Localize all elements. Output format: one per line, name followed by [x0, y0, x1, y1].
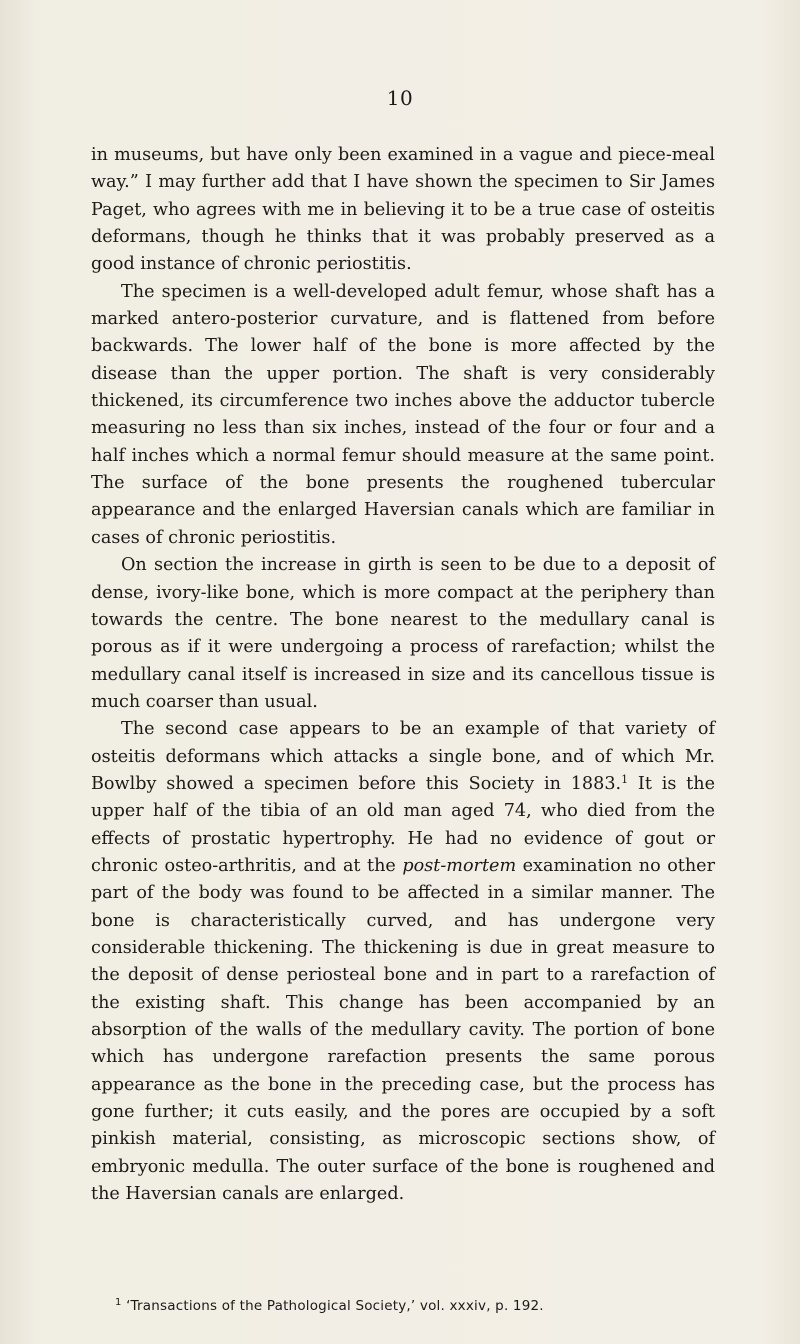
footnote-marker: 1	[115, 1297, 122, 1308]
paragraph-2: The specimen is a well-developed adult femur, whose shaft has a marked antero-posterior curvature, and is flattened from before backwards. The lower half of the bone is more affected by the disease than the upper portion. The shaft is very considerably thickened, its circumference two inches above the adductor tubercle measuring no less than six inches, instead of the four or four and a half inches which a normal femur should measure at the same point. The surface of the bone presents the roughened tubercular appearance and the enlarged Haversian canals which are familiar in cases of chronic periostitis.	[91, 281, 715, 548]
paragraph-3: On section the increase in girth is seen to be due to a deposit of dense, ivory-like bone, which is more compact at the periphery than towards the centre. The bone nearest to the medullary canal is porous as if it were undergoing a process of rarefaction; whilst the medullary canal itself is increased in size and its cancellous tissue is much coarser than usual.	[91, 555, 715, 712]
paragraph-1: in museums, but have only been examined in a vague and piece-meal way.” I may further add that I have shown the specimen to Sir James Paget, who agrees with me in believing it to be a true case of osteitis deformans, though he thinks that it was probably preserved as a good instance of chronic periostitis.	[91, 145, 715, 275]
italic-term: post-mortem	[402, 855, 517, 876]
footnote-reference: 1	[621, 772, 629, 786]
paragraph-4	[91, 716, 715, 1208]
paragraph-4-part-2: It is the upper half of the tibia of an old man aged 74, who died from the effects of prostatic hypertrophy. He had no evidence of gout or chronic osteo-arthritis, and at the	[91, 773, 715, 876]
footnote-text: ‘Transactions of the Pathological Society,’ vol. xxxiv, p. 192.	[126, 1298, 544, 1314]
body-text	[91, 142, 715, 1208]
paragraph-4-part-1: The second case appears to be an example of that variety of osteitis deformans which attacks a single bone, and of which Mr. Bowlby showed a specimen before this Society in 1883.	[91, 719, 715, 794]
paragraph-4-part-3: examination no other part of the body was found to be affected in a similar manner. The bone is characteristically curved, and has undergone very considerable thickening. The thickening is due in great measure to the deposit of dense periosteal bone and in part to a rarefaction of the existing shaft. This change has been accompanied by an absorption of the walls of the medullary cavity. The portion of bone which has undergone rarefaction presents the same porous appearance as the bone in the preceding case, but the process has gone further; it cuts easily, and the pores are occupied by a soft pinkish material, consisting, as microscopic sections show, of embryonic medulla. The outer surface of the bone is roughened and the Haversian canals are enlarged.	[91, 855, 716, 1205]
page-number: 10	[386, 86, 414, 110]
footnote	[91, 1297, 715, 1315]
